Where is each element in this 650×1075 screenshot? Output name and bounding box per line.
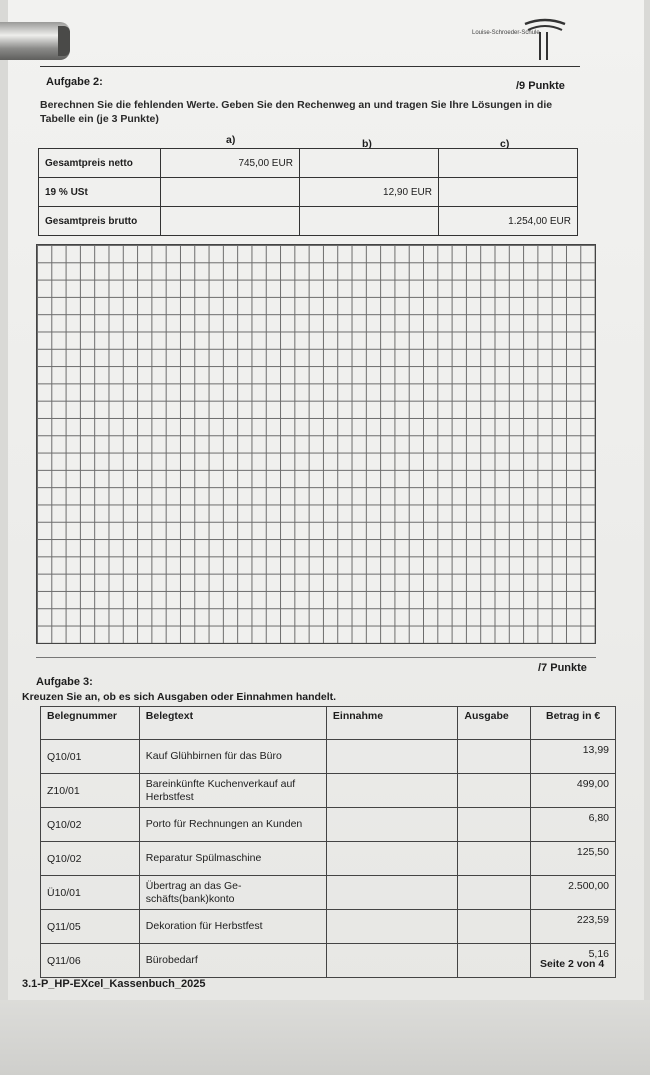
beleg-text: Porto für Rechnungen an Kunden	[139, 808, 326, 842]
einnahme-checkbox[interactable]	[326, 774, 458, 808]
school-logo-icon	[520, 14, 570, 64]
beleg-text: Reparatur Spülmaschine	[139, 842, 326, 876]
beleg-text: Kauf Glühbirnen für das Büro	[139, 740, 326, 774]
row-label: Gesamtpreis brutto	[39, 207, 161, 236]
header-belegtext: Belegtext	[139, 707, 326, 740]
table-row	[39, 207, 578, 236]
beleg-number: Q11/06	[41, 944, 140, 978]
pen-tip	[58, 26, 70, 56]
header-rule	[40, 66, 580, 67]
row-label: 19 % USt	[39, 178, 161, 207]
einnahme-checkbox[interactable]	[326, 876, 458, 910]
table-row	[41, 910, 616, 944]
einnahme-checkbox[interactable]	[326, 910, 458, 944]
betrag-value: 2.500,00	[531, 876, 616, 910]
beleg-text: Dekoration für Herbstfest	[139, 910, 326, 944]
ausgabe-checkbox[interactable]	[458, 740, 531, 774]
task2-title: Aufgabe 2:	[46, 76, 103, 88]
task2-points: /9 Punkte	[516, 80, 565, 92]
beleg-number: Q10/02	[41, 842, 140, 876]
betrag-value: 223,59	[531, 910, 616, 944]
betrag-value: 6,80	[531, 808, 616, 842]
einnahme-checkbox[interactable]	[326, 944, 458, 978]
header-belegnummer: Belegnummer	[41, 707, 140, 740]
beleg-text: Bareinkünfte Kuchenverkauf auf Herbstfest	[139, 774, 326, 808]
table-row	[41, 876, 616, 910]
column-c-header: c)	[500, 138, 510, 150]
cell-c[interactable]	[438, 149, 577, 178]
betrag-value: 13,99	[531, 740, 616, 774]
task3-title: Aufgabe 3:	[36, 676, 93, 688]
task2-instruction: Berechnen Sie die fehlenden Werte. Geben Sie den Rechenweg an und tragen Sie Ihre Lösungen in die Tabelle ein (je 3 Punkte)	[40, 99, 553, 125]
ausgabe-checkbox[interactable]	[458, 842, 531, 876]
betrag-value: 5,16	[531, 944, 616, 978]
table-row	[41, 740, 616, 774]
ausgabe-checkbox[interactable]	[458, 944, 531, 978]
column-a-header: a)	[226, 134, 236, 146]
calculation-grid[interactable]	[36, 244, 596, 644]
beleg-number: Z10/01	[41, 774, 140, 808]
table-header-row	[41, 707, 616, 740]
table-row	[39, 178, 578, 207]
header-einnahme: Einnahme	[326, 707, 458, 740]
header-ausgabe: Ausgabe	[458, 707, 531, 740]
beleg-number: Q10/01	[41, 740, 140, 774]
cell-b[interactable]	[299, 149, 438, 178]
school-name: Louise-Schroeder-Schule	[472, 30, 540, 36]
einnahme-checkbox[interactable]	[326, 808, 458, 842]
table-row	[41, 842, 616, 876]
row-label: Gesamtpreis netto	[39, 149, 161, 178]
table-row	[41, 944, 616, 978]
beleg-text: Bürobedarf	[139, 944, 326, 978]
task3-instruction: Kreuzen Sie an, ob es sich Ausgaben oder Einnahmen handelt.	[22, 691, 337, 703]
beleg-text: Übertrag an das Ge-schäfts(bank)konto	[139, 876, 326, 910]
ausgabe-checkbox[interactable]	[458, 808, 531, 842]
betrag-value: 125,50	[531, 842, 616, 876]
table-row	[41, 774, 616, 808]
desk-surface	[0, 1000, 650, 1075]
cell-a[interactable]: 745,00 EUR	[160, 149, 299, 178]
betrag-value: 499,00	[531, 774, 616, 808]
document-id: 3.1-P_HP-EXcel_Kassenbuch_2025	[22, 978, 206, 990]
cell-a[interactable]	[160, 178, 299, 207]
ausgabe-checkbox[interactable]	[458, 774, 531, 808]
page-number: Seite 2 von 4	[540, 958, 605, 970]
einnahme-checkbox[interactable]	[326, 842, 458, 876]
column-b-header: b)	[362, 138, 372, 150]
price-table	[38, 148, 578, 236]
beleg-number: Q10/02	[41, 808, 140, 842]
cell-a[interactable]	[160, 207, 299, 236]
beleg-number: Q11/05	[41, 910, 140, 944]
cell-c[interactable]: 1.254,00 EUR	[438, 207, 577, 236]
ausgabe-checkbox[interactable]	[458, 910, 531, 944]
beleg-number: Ü10/01	[41, 876, 140, 910]
income-expense-table	[40, 706, 616, 978]
section-divider	[36, 657, 596, 658]
einnahme-checkbox[interactable]	[326, 740, 458, 774]
task3-points: /7 Punkte	[538, 662, 587, 674]
table-row	[39, 149, 578, 178]
ausgabe-checkbox[interactable]	[458, 876, 531, 910]
header-betrag: Betrag in €	[531, 707, 616, 740]
cell-c[interactable]	[438, 178, 577, 207]
cell-b[interactable]: 12,90 EUR	[299, 178, 438, 207]
table-row	[41, 808, 616, 842]
cell-b[interactable]	[299, 207, 438, 236]
